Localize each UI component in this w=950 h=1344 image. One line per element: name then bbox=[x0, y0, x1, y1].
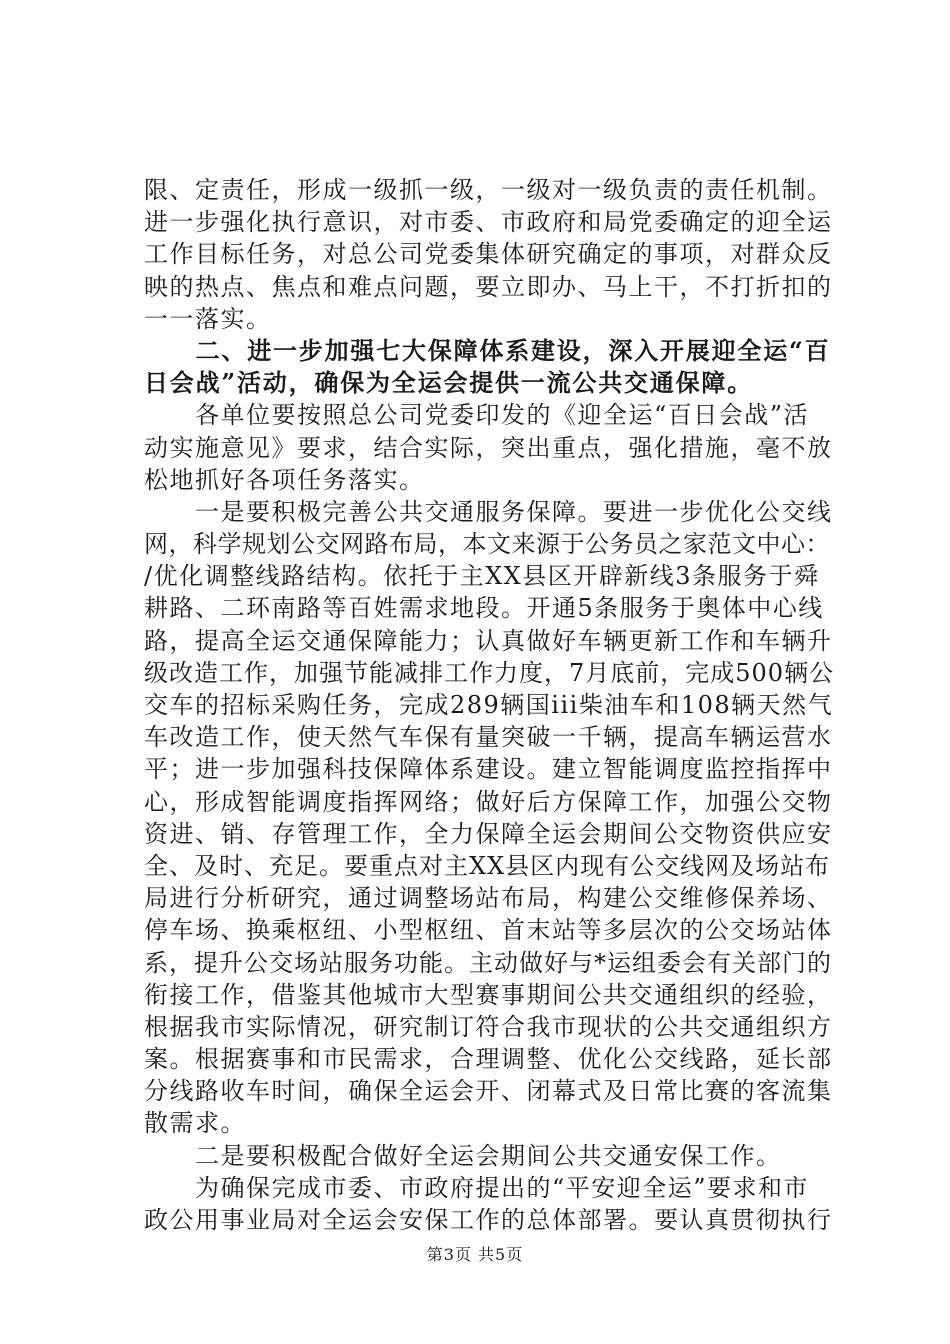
paragraph-line: 进一步强化执行意识，对市委、市政府和局党委确定的迎全运 bbox=[144, 208, 833, 237]
paragraph-line: 为确保完成市委、市政府提出的“平安迎全运”要求和市 bbox=[144, 1173, 810, 1202]
paragraph-line: 级改造工作，加强节能减排工作力度，7月底前，完成500辆公 bbox=[144, 658, 835, 687]
paragraph-line: 网，科学规划公交网路布局，本文来源于公务员之家范文中心： bbox=[144, 530, 830, 559]
document-body bbox=[144, 174, 834, 1236]
paragraph-line: 衔接工作，借鉴其他城市大型赛事期间公共交通组织的经验， bbox=[144, 980, 833, 1009]
paragraph-line: 局进行分析研究，通过调整场站布局，构建公交维修保养场、 bbox=[144, 884, 833, 913]
section-heading-line: 二、进一步加强七大保障体系建设，深入开展迎全运“百 bbox=[144, 335, 831, 365]
paragraph-line: 二是要积极配合做好全运会期间公共交通安保工作。 bbox=[144, 1141, 782, 1170]
paragraph-line: 案。根据赛事和市民需求，合理调整、优化公交线路，延长部 bbox=[144, 1045, 833, 1074]
paragraph-line: 分线路收车时间，确保全运会开、闭幕式及日常比赛的客流集 bbox=[144, 1077, 833, 1106]
section-heading-line: 日会战”活动，确保为全运会提供一流公共交通保障。 bbox=[144, 368, 754, 398]
page-footer bbox=[0, 1242, 950, 1265]
paragraph-line: 平；进一步加强科技保障体系建设。建立智能调度监控指挥中 bbox=[144, 755, 833, 784]
paragraph-line: 全、及时、充足。要重点对主XX县区内现有公交线网及场站布 bbox=[144, 851, 831, 880]
paragraph-line: 系，提升公交场站服务功能。主动做好与*运组委会有关部门的 bbox=[144, 948, 832, 977]
paragraph-line: 一是要积极完善公共交通服务保障。要进一步优化公交线 bbox=[144, 497, 833, 526]
paragraph-line: 交车的招标采购任务，完成289辆国iii柴油车和108辆天然气 bbox=[144, 691, 834, 719]
paragraph-line: 动实施意见》要求，结合实际，突出重点，强化措施，毫不放 bbox=[144, 433, 833, 462]
page-number: 第3页 共5页 bbox=[426, 1245, 524, 1264]
paragraph-line: 映的热点、焦点和难点问题，要立即办、马上干，不打折扣的 bbox=[144, 272, 833, 301]
paragraph-line: 停车场、换乘枢纽、小型枢纽、首末站等多层次的公交场站体 bbox=[144, 916, 833, 945]
paragraph-line: 限、定责任，形成一级抓一级，一级对一级负责的责任机制。 bbox=[144, 176, 833, 204]
paragraph-line: 根据我市实际情况，研究制订符合我市现状的公共交通组织方 bbox=[144, 1012, 833, 1041]
paragraph-line: 车改造工作，使天然气车保有量突破一千辆，提高车辆运营水 bbox=[144, 723, 833, 752]
paragraph-line: 松地抓好各项任务落实。 bbox=[144, 465, 425, 494]
paragraph-line: 散需求。 bbox=[144, 1109, 246, 1138]
paragraph-line: 资进、销、存管理工作，全力保障全运会期间公交物资供应安 bbox=[144, 819, 833, 848]
paragraph-line: 耕路、二环南路等百姓需求地段。开通5条服务于奥体中心线 bbox=[144, 594, 824, 623]
paragraph-line: 一一落实。 bbox=[144, 304, 272, 333]
paragraph-line: 政公用事业局对全运会安保工作的总体部署。要认真贯彻执行 bbox=[144, 1206, 833, 1234]
paragraph-line: 工作目标任务，对总公司党委集体研究确定的事项，对群众反 bbox=[144, 240, 833, 269]
paragraph-line: 路，提高全运交通保障能力；认真做好车辆更新工作和车辆升 bbox=[144, 626, 833, 655]
paragraph-line: 心，形成智能调度指挥网络；做好后方保障工作，加强公交物 bbox=[144, 787, 833, 816]
paragraph-line: /优化调整线路结构。依托于主XX县区开辟新线3条服务于舜 bbox=[144, 562, 820, 591]
paragraph-line: 各单位要按照总公司党委印发的《迎全运“百日会战”活 bbox=[144, 401, 810, 430]
